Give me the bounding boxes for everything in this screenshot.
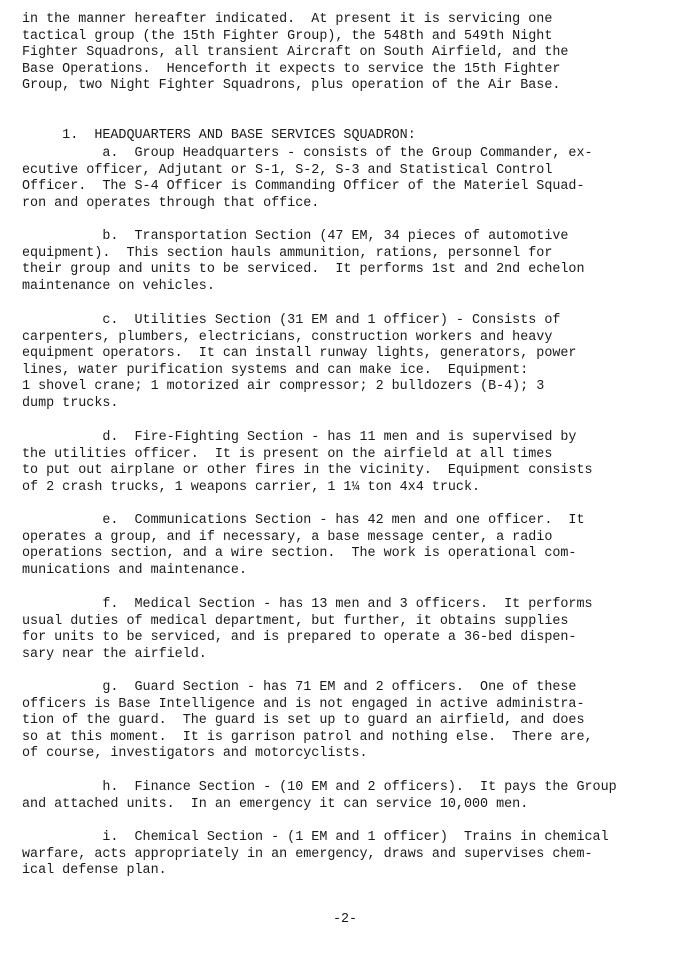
text-line: warfare, acts appropriately in an emergency, draws and supervises chem-	[22, 846, 593, 862]
text-line: Base Operations. Henceforth it expects to service the 15th Fighter	[22, 61, 561, 77]
intro-paragraph	[22, 12, 672, 95]
text-line: usual duties of medical department, but further, it obtains supplies	[22, 613, 569, 629]
paragraph-d-fire-fighting	[22, 430, 672, 496]
text-line: officers is Base Intelligence and is not engaged in active administra-	[22, 696, 585, 712]
text-line: carpenters, plumbers, electricians, construction workers and heavy	[22, 329, 553, 345]
text-line: ecutive officer, Adjutant or S-1, S-2, S-3 and Statistical Control	[22, 162, 553, 178]
text-line: tactical group (the 15th Fighter Group), the 548th and 549th Night	[22, 28, 553, 44]
page-number: -2-	[332, 912, 358, 927]
text-line: operates a group, and if necessary, a base message center, a radio	[22, 529, 553, 545]
paragraph-h-finance	[22, 780, 672, 813]
text-line: munications and maintenance.	[22, 562, 247, 578]
text-line: d. Fire-Fighting Section - has 11 men and is supervised by	[22, 430, 577, 445]
paragraph-f-medical	[22, 597, 672, 663]
text-line: their group and units to be serviced. It performs 1st and 2nd echelon	[22, 262, 585, 278]
text-line: and attached units. In an emergency it can service 10,000 men.	[22, 796, 529, 812]
paragraph-c-utilities	[22, 313, 672, 413]
paragraph-i-chemical	[22, 830, 672, 880]
text-line: to put out airplane or other fires in the vicinity. Equipment consists	[22, 463, 593, 479]
text-line: maintenance on vehicles.	[22, 278, 215, 294]
text-line: Officer. The S-4 Officer is Commanding Officer of the Materiel Squad-	[22, 179, 585, 195]
text-line: lines, water purification systems and can make ice. Equipment:	[22, 362, 529, 378]
paragraph-a-group-headquarters	[22, 146, 672, 212]
paragraph-e-communications	[22, 513, 672, 579]
text-line: the utilities officer. It is present on the airfield at all times	[22, 446, 553, 462]
text-line: equipment operators. It can install runway lights, generators, power	[22, 346, 577, 362]
text-line: i. Chemical Section - (1 EM and 1 officer) Trains in chemical	[22, 830, 609, 845]
text-line: of course, investigators and motorcyclists.	[22, 746, 368, 762]
text-line: b. Transportation Section (47 EM, 34 pieces of automotive	[22, 229, 569, 244]
text-line: 1 shovel crane; 1 motorized air compressor; 2 bulldozers (B-4); 3	[22, 379, 545, 395]
text-line: in the manner hereafter indicated. At present it is servicing one	[22, 12, 553, 27]
text-line: ron and operates through that office.	[22, 195, 320, 211]
text-line: Fighter Squadrons, all transient Aircraft on South Airfield, and the	[22, 45, 569, 61]
text-line: ical defense plan.	[22, 863, 167, 879]
text-line: operations section, and a wire section. The work is operational com-	[22, 546, 577, 562]
text-line: a. Group Headquarters - consists of the Group Commander, ex-	[22, 146, 593, 161]
paragraph-b-transportation	[22, 229, 672, 295]
text-line: sary near the airfield.	[22, 646, 207, 662]
text-line: Group, two Night Fighter Squadrons, plus operation of the Air Base.	[22, 78, 561, 94]
text-line: h. Finance Section - (10 EM and 2 officers). It pays the Group	[22, 780, 617, 795]
paragraph-g-guard	[22, 680, 672, 763]
heading-line: 1. HEADQUARTERS AND BASE SERVICES SQUADRON:	[22, 128, 416, 143]
text-line: dump trucks.	[22, 395, 119, 411]
text-line: f. Medical Section - has 13 men and 3 officers. It performs	[22, 597, 593, 612]
text-line: equipment). This section hauls ammunition, rations, personnel for	[22, 245, 553, 261]
text-line: c. Utilities Section (31 EM and 1 officer) - Consists of	[22, 313, 561, 328]
text-line: e. Communications Section - has 42 men and one officer. It	[22, 513, 585, 528]
text-line: for units to be serviced, and is prepared to operate a 36-bed dispen-	[22, 630, 577, 646]
text-line: g. Guard Section - has 71 EM and 2 officers. One of these	[22, 680, 577, 695]
section-heading	[22, 128, 672, 145]
text-line: of 2 crash trucks, 1 weapons carrier, 1 1¼ ton 4x4 truck.	[22, 479, 481, 495]
text-line: tion of the guard. The guard is set up to guard an airfield, and does	[22, 713, 585, 729]
text-line: so at this moment. It is garrison patrol and nothing else. There are,	[22, 729, 593, 745]
